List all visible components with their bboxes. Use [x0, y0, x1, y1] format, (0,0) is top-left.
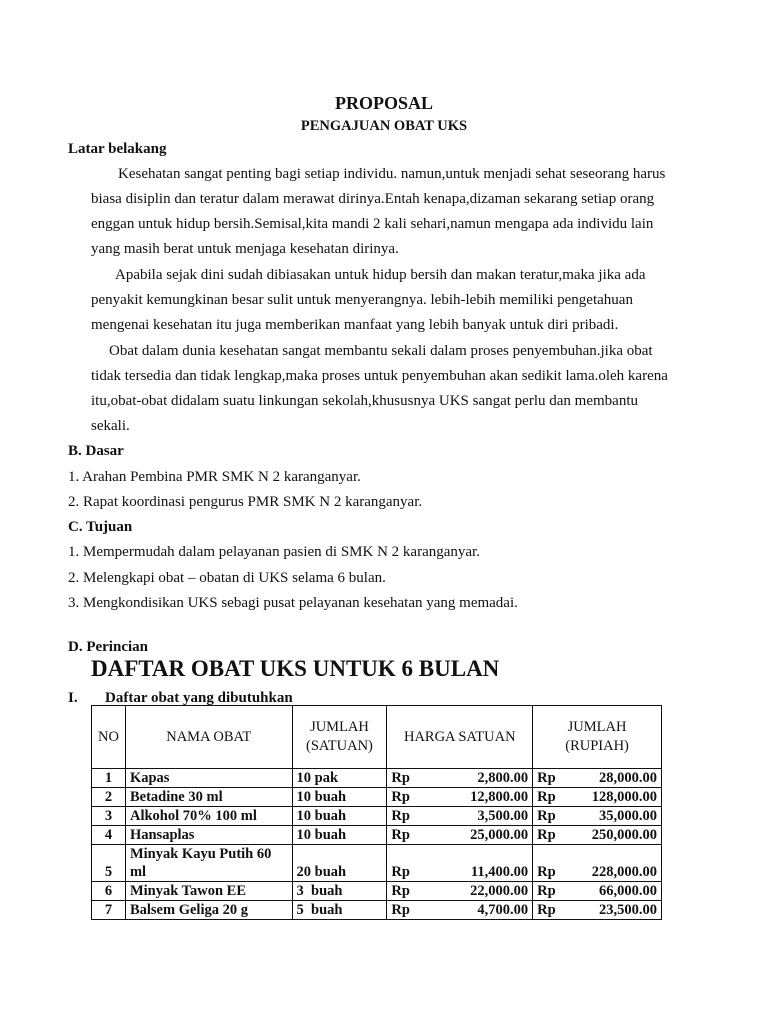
section-number: I. — [68, 690, 78, 706]
currency-label: Rp — [537, 827, 556, 843]
cell-no: 1 — [92, 769, 126, 788]
total-value: 28,000.00 — [599, 770, 657, 786]
paragraph-line: penyakit kemungkinan besar sulit untuk menyerangnya. lebih-lebih memiliki pengetahuan — [91, 292, 633, 308]
cell-nama: Alkohol 70% 100 ml — [125, 807, 292, 826]
currency-label: Rp — [391, 902, 410, 918]
document-title: PROPOSAL — [334, 93, 433, 113]
currency-label: Rp — [391, 808, 410, 824]
paragraph-line: tidak tersedia dan tidak lengkap,maka proses untuk penyembuhan akan sedikit lama.oleh karena — [91, 368, 668, 384]
paragraph-line: yang masih berat untuk menjaga kesehatan dirinya. — [91, 241, 399, 257]
column-header-nama: NAMA OBAT — [125, 706, 292, 769]
total-value: 228,000.00 — [591, 864, 657, 880]
column-header-no: NO — [92, 706, 126, 769]
price-value: 12,800.00 — [470, 789, 529, 805]
cell-jumlah: 10 buah — [292, 826, 387, 845]
price-value: 2,800.00 — [477, 770, 529, 786]
price-value: 4,700.00 — [477, 902, 529, 918]
cell-nama: Minyak Kayu Putih 60 ml — [125, 845, 292, 882]
section-heading-dasar: B. Dasar — [68, 443, 124, 459]
cell-harga — [387, 901, 533, 920]
paragraph-line: mengenai kesehatan itu juga memberikan manfaat yang lebih banyak untuk diri pribadi. — [91, 317, 619, 333]
cell-jumlah: 20 buah — [292, 845, 387, 882]
currency-label: Rp — [391, 770, 410, 786]
paragraph-line: Apabila sejak dini sudah dibiasakan untuk hidup bersih dan makan teratur,maka jika ada — [115, 267, 646, 283]
paragraph-line: biasa disiplin dan teratur dalam merawat dirinya.Entah kenapa,dizaman sekarang setiap orang — [91, 191, 655, 207]
currency-label: Rp — [391, 827, 410, 843]
table-row — [92, 807, 662, 826]
section-heading-tujuan: C. Tujuan — [68, 519, 133, 535]
cell-nama: Balsem Geliga 20 g — [125, 901, 292, 920]
table-row — [92, 845, 662, 882]
cell-harga — [387, 845, 533, 882]
cell-jumlah: 10 buah — [292, 807, 387, 826]
table-row — [92, 901, 662, 920]
currency-label: Rp — [537, 770, 556, 786]
cell-total — [533, 788, 662, 807]
section-heading-latar: Latar belakang — [68, 141, 167, 157]
currency-label: Rp — [391, 883, 410, 899]
total-value: 250,000.00 — [591, 827, 657, 843]
cell-jumlah: 10 pak — [292, 769, 387, 788]
list-item: 1. Mempermudah dalam pelayanan pasien di SMK N 2 karanganyar. — [68, 544, 480, 560]
column-header-jumlah-satuan: JUMLAH (SATUAN) — [292, 706, 387, 769]
paragraph-line: itu,obat-obat didalam suatu linkungan sekolah,khususnya UKS sangat perlu dan membantu — [91, 393, 638, 409]
table-row — [92, 882, 662, 901]
cell-no: 7 — [92, 901, 126, 920]
cell-nama: Hansaplas — [125, 826, 292, 845]
list-item: 2. Rapat koordinasi pengurus PMR SMK N 2 karanganyar. — [68, 494, 423, 510]
cell-harga — [387, 788, 533, 807]
table-row — [92, 826, 662, 845]
table-row — [92, 769, 662, 788]
paragraph-line: enggan untuk hidup bersih.Semisal,kita mandi 2 kali sehari,namun mengapa ada individu lain — [91, 216, 654, 232]
price-value: 22,000.00 — [470, 883, 529, 899]
cell-no: 4 — [92, 826, 126, 845]
column-header-jumlah-rupiah: JUMLAH (RUPIAH) — [533, 706, 662, 769]
cell-total — [533, 901, 662, 920]
total-value: 128,000.00 — [591, 789, 657, 805]
section-label: Daftar obat yang dibutuhkan — [105, 690, 293, 706]
table-header-row — [92, 706, 662, 769]
currency-label: Rp — [537, 883, 556, 899]
cell-jumlah: 10 buah — [292, 788, 387, 807]
cell-harga — [387, 769, 533, 788]
cell-harga — [387, 807, 533, 826]
list-title: DAFTAR OBAT UKS UNTUK 6 BULAN — [91, 656, 500, 681]
cell-no: 2 — [92, 788, 126, 807]
cell-no: 5 — [92, 845, 126, 882]
cell-nama: Kapas — [125, 769, 292, 788]
paragraph-line: Kesehatan sangat penting bagi setiap individu. namun,untuk menjadi sehat seseorang harus — [118, 166, 666, 182]
total-value: 66,000.00 — [599, 883, 657, 899]
list-item: 1. Arahan Pembina PMR SMK N 2 karanganyar. — [68, 469, 361, 485]
cell-harga — [387, 826, 533, 845]
price-value: 3,500.00 — [477, 808, 529, 824]
list-item: 3. Mengkondisikan UKS sebagi pusat pelayanan kesehatan yang memadai. — [68, 595, 518, 611]
price-value: 11,400.00 — [470, 864, 529, 880]
total-value: 35,000.00 — [599, 808, 657, 824]
currency-label: Rp — [537, 902, 556, 918]
cell-jumlah: 3 buah — [292, 882, 387, 901]
currency-label: Rp — [537, 864, 556, 880]
cell-harga — [387, 882, 533, 901]
table-row — [92, 788, 662, 807]
cell-nama: Minyak Tawon EE — [125, 882, 292, 901]
cell-total — [533, 845, 662, 882]
cell-total — [533, 807, 662, 826]
total-value: 23,500.00 — [599, 902, 657, 918]
section-heading-perincian: D. Perincian — [68, 639, 148, 655]
currency-label: Rp — [537, 789, 556, 805]
cell-no: 6 — [92, 882, 126, 901]
medicine-table — [91, 705, 662, 920]
paragraph-line: sekali. — [91, 418, 130, 434]
cell-no: 3 — [92, 807, 126, 826]
document-subtitle: PENGAJUAN OBAT UKS — [300, 118, 468, 134]
list-item: 2. Melengkapi obat – obatan di UKS selama 6 bulan. — [68, 570, 386, 586]
currency-label: Rp — [391, 789, 410, 805]
cell-total — [533, 826, 662, 845]
cell-total — [533, 882, 662, 901]
cell-total — [533, 769, 662, 788]
cell-jumlah: 5 buah — [292, 901, 387, 920]
price-value: 25,000.00 — [470, 827, 529, 843]
column-header-harga: HARGA SATUAN — [387, 706, 533, 769]
currency-label: Rp — [391, 864, 410, 880]
paragraph-line: Obat dalam dunia kesehatan sangat membantu sekali dalam proses penyembuhan.jika obat — [109, 343, 653, 359]
currency-label: Rp — [537, 808, 556, 824]
cell-nama: Betadine 30 ml — [125, 788, 292, 807]
